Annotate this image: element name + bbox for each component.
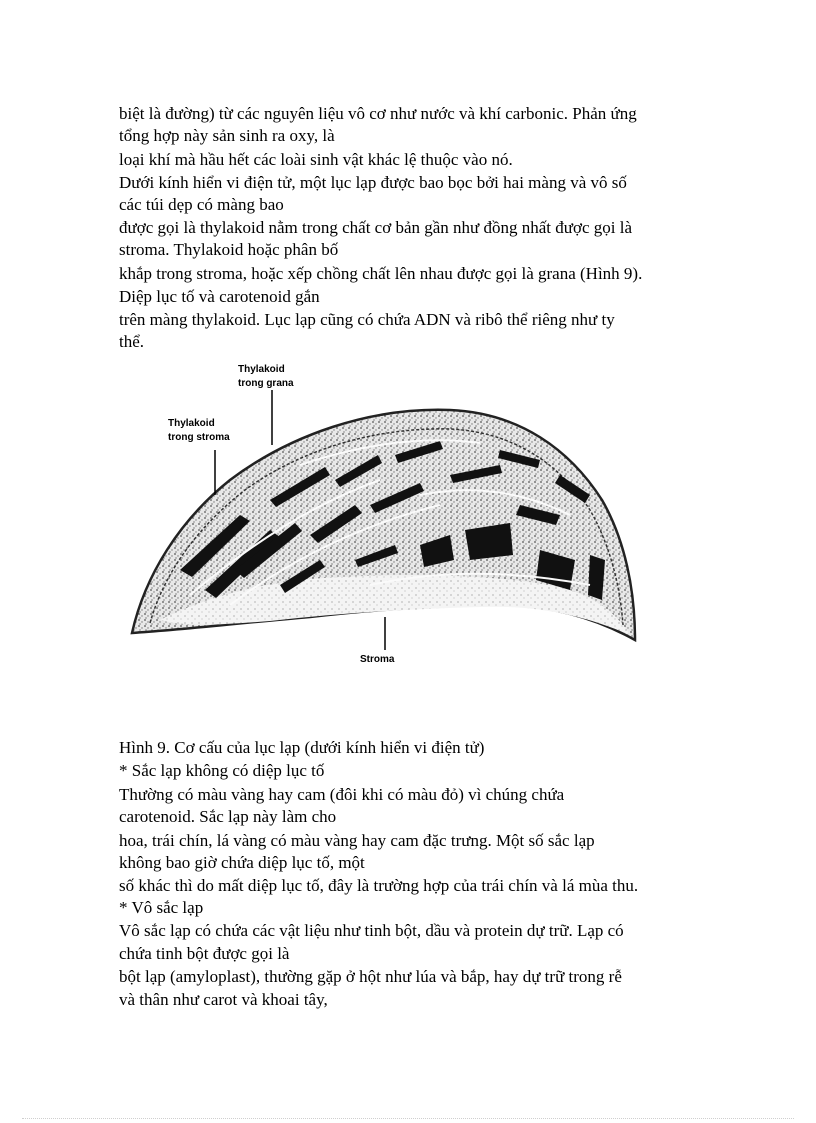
figure-caption: Hình 9. Cơ cấu của lục lạp (dưới kính hiển vi điện tử) [119, 738, 485, 757]
text-line: Vô sắc lạp có chứa các vật liệu như tinh bột, dầu và protein dự trữ. Lạp có [119, 921, 624, 940]
label-line: trong grana [238, 378, 294, 389]
text-line: biệt là đường) từ các nguyên liệu vô cơ như nước và khí carbonic. Phản ứng [119, 104, 637, 123]
label-thylakoid-grana [238, 363, 294, 391]
label-line: trong stroma [168, 432, 230, 443]
text-line: stroma. Thylakoid hoặc phân bố [119, 240, 339, 259]
text-line: và thân như carot và khoai tây, [119, 990, 328, 1009]
label-line: Thylakoid [168, 418, 215, 429]
page-footer-rule [22, 1118, 794, 1119]
text-line: * Sắc lạp không có diệp lục tố [119, 761, 325, 780]
text-line: các túi dẹp có màng bao [119, 195, 284, 214]
label-thylakoid-stroma [168, 417, 230, 445]
text-line: carotenoid. Sắc lạp này làm cho [119, 807, 337, 826]
text-line: không bao giờ chứa diệp lục tố, một [119, 853, 365, 872]
text-line: khắp trong stroma, hoặc xếp chồng chất lên nhau được gọi là grana (Hình 9). [119, 264, 643, 283]
text-line: thể. [119, 332, 145, 351]
text-line: chứa tinh bột được gọi là [119, 944, 290, 963]
text-line: Thường có màu vàng hay cam (đôi khi có màu đỏ) vì chúng chứa [119, 785, 565, 804]
text-line: trên màng thylakoid. Lục lạp cũng có chứa ADN và ribô thể riêng như ty [119, 310, 615, 329]
text-line: * Vô sắc lạp [119, 898, 204, 917]
text-line: hoa, trái chín, lá vàng có màu vàng hay cam đặc trưng. Một số sắc lạp [119, 831, 595, 850]
text-line: Diệp lục tố và carotenoid gắn [119, 287, 320, 306]
label-stroma: Stroma [360, 654, 395, 665]
chloroplast-micrograph [120, 355, 650, 675]
text-line: tổng hợp này sản sinh ra oxy, là [119, 126, 335, 145]
text-line: loại khí mà hầu hết các loài sinh vật khác lệ thuộc vào nó. [119, 150, 513, 169]
text-line: Dưới kính hiển vi điện tử, một lục lạp được bao bọc bởi hai màng và vô số [119, 173, 627, 192]
text-line: được gọi là thylakoid nằm trong chất cơ bản gần như đồng nhất được gọi là [119, 218, 633, 237]
label-line: Thylakoid [238, 364, 285, 375]
text-line: bột lạp (amyloplast), thường gặp ở hột như lúa và bắp, hay dự trữ trong rễ [119, 967, 622, 986]
chloroplast-figure [120, 355, 650, 675]
text-line: số khác thì do mất diệp lục tố, đây là trường hợp của trái chín và lá mùa thu. [119, 876, 639, 895]
